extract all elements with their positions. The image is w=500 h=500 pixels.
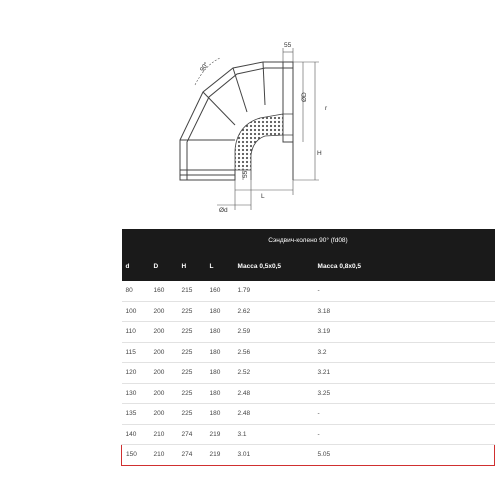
table-cell: 80 bbox=[122, 281, 150, 301]
angle-label: 90° bbox=[198, 61, 211, 74]
table-cell: 200 bbox=[150, 363, 178, 384]
length-label: L bbox=[261, 193, 265, 200]
height-label: H bbox=[317, 150, 322, 157]
table-cell: 3.01 bbox=[234, 445, 314, 466]
table-cell: 219 bbox=[206, 424, 234, 445]
column-header: Масса 0,8х0,5 bbox=[314, 251, 495, 281]
table-cell: 120 bbox=[122, 363, 150, 384]
table-cell: 160 bbox=[150, 281, 178, 301]
table-row bbox=[122, 445, 495, 466]
table-cell: 2.52 bbox=[234, 363, 314, 384]
table-cell: 274 bbox=[178, 424, 206, 445]
table-cell: 215 bbox=[178, 281, 206, 301]
small-55-label: 55 bbox=[242, 170, 249, 178]
table-cell: 2.48 bbox=[234, 404, 314, 425]
table-row bbox=[122, 322, 495, 343]
table-cell: 200 bbox=[150, 322, 178, 343]
table-cell: 225 bbox=[178, 342, 206, 363]
table-cell: 110 bbox=[122, 322, 150, 343]
table-cell: 140 bbox=[122, 424, 150, 445]
table-cell: 225 bbox=[178, 383, 206, 404]
outer-diameter-label: ØD bbox=[301, 92, 308, 102]
column-header: D bbox=[150, 251, 178, 281]
inner-diameter-label: Ød bbox=[219, 207, 228, 214]
table-cell: 130 bbox=[122, 383, 150, 404]
table-cell: - bbox=[314, 281, 495, 301]
table-cell: 2.56 bbox=[234, 342, 314, 363]
table-row bbox=[122, 301, 495, 322]
column-header: Масса 0,5х0,5 bbox=[234, 251, 314, 281]
insulation-layer bbox=[235, 114, 283, 170]
table-row bbox=[122, 404, 495, 425]
table-cell: 2.62 bbox=[234, 301, 314, 322]
table-title: Сэндвич-колено 90° (fd08) bbox=[122, 229, 495, 251]
table-cell: 200 bbox=[150, 404, 178, 425]
table-cell: - bbox=[314, 404, 495, 425]
table-cell: 225 bbox=[178, 363, 206, 384]
specification-table bbox=[121, 229, 495, 466]
table-cell: 3.1 bbox=[234, 424, 314, 445]
table-row bbox=[122, 342, 495, 363]
table-row bbox=[122, 363, 495, 384]
top-width-label: 55 bbox=[284, 42, 292, 49]
table-cell: 3.18 bbox=[314, 301, 495, 322]
table-cell: 200 bbox=[150, 383, 178, 404]
table-cell: 150 bbox=[122, 445, 150, 466]
table-cell: 210 bbox=[150, 424, 178, 445]
elbow-technical-drawing bbox=[165, 40, 345, 220]
table-cell: 2.48 bbox=[234, 383, 314, 404]
radius-label: r bbox=[325, 105, 328, 112]
table-row bbox=[122, 424, 495, 445]
table-cell: 160 bbox=[206, 281, 234, 301]
table-body bbox=[122, 281, 495, 465]
table-cell: 180 bbox=[206, 404, 234, 425]
table-cell: 1.79 bbox=[234, 281, 314, 301]
table-cell: 274 bbox=[178, 445, 206, 466]
table-cell: 3.2 bbox=[314, 342, 495, 363]
column-header: H bbox=[178, 251, 206, 281]
table-row bbox=[122, 383, 495, 404]
table-cell: 115 bbox=[122, 342, 150, 363]
table-cell: 200 bbox=[150, 342, 178, 363]
table-cell: 2.59 bbox=[234, 322, 314, 343]
table-cell: 3.25 bbox=[314, 383, 495, 404]
table-cell: 225 bbox=[178, 404, 206, 425]
table-row bbox=[122, 281, 495, 301]
table-cell: 180 bbox=[206, 322, 234, 343]
table-cell: - bbox=[314, 424, 495, 445]
table-cell: 180 bbox=[206, 363, 234, 384]
table-title-row bbox=[122, 229, 495, 251]
table-cell: 135 bbox=[122, 404, 150, 425]
table-cell: 180 bbox=[206, 342, 234, 363]
table-cell: 180 bbox=[206, 301, 234, 322]
table-cell: 5.05 bbox=[314, 445, 495, 466]
table-cell: 210 bbox=[150, 445, 178, 466]
table-header-row bbox=[122, 251, 495, 281]
table-cell: 200 bbox=[150, 301, 178, 322]
table-cell: 225 bbox=[178, 322, 206, 343]
table-cell: 3.21 bbox=[314, 363, 495, 384]
column-header: d bbox=[122, 251, 150, 281]
table-cell: 225 bbox=[178, 301, 206, 322]
table-cell: 180 bbox=[206, 383, 234, 404]
table-cell: 100 bbox=[122, 301, 150, 322]
table-cell: 3.19 bbox=[314, 322, 495, 343]
column-header: L bbox=[206, 251, 234, 281]
table-cell: 219 bbox=[206, 445, 234, 466]
